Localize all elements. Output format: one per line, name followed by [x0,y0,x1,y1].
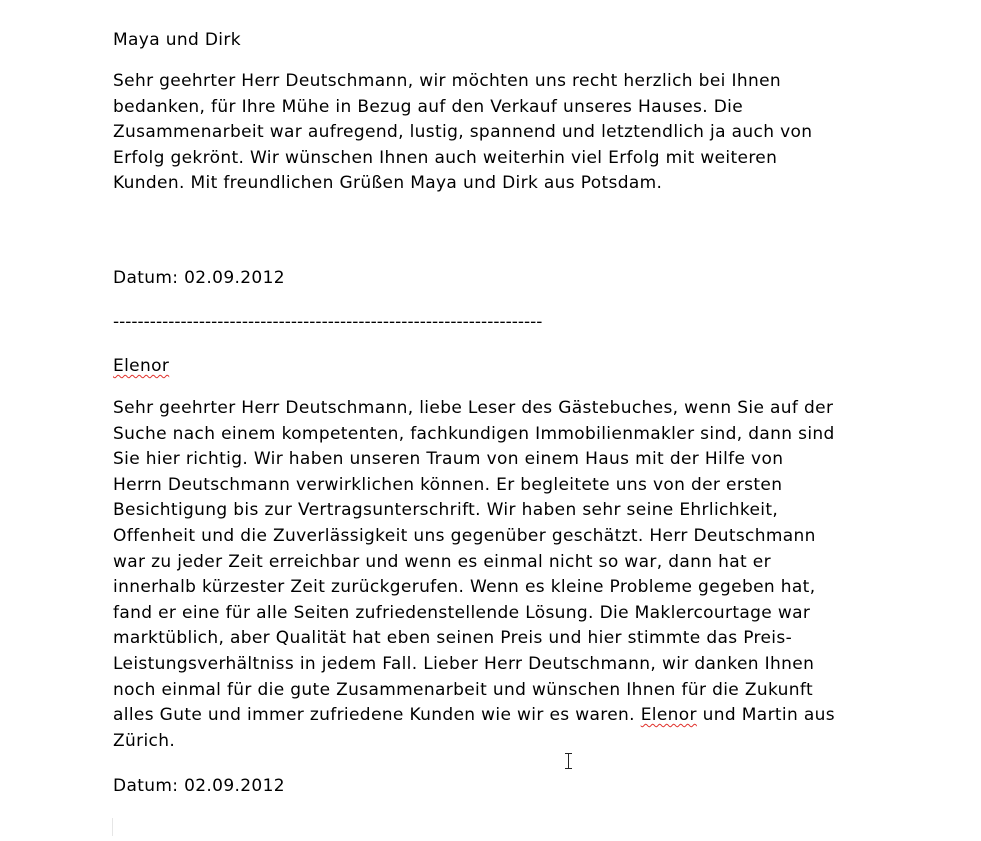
entry1-line: Kunden. Mit freundlichen Grüßen Maya und Dirk aus Potsdam. [113,173,663,194]
entry2-message [113,396,893,754]
entry1-line: Erfolg gekrönt. Wir wünschen Ihnen auch weiterhin viel Erfolg mit weiteren [113,147,778,168]
entry2-line: Suche nach einem kompetenten, fachkundigen Immobilienmakler sind, dann sind [113,423,835,444]
entry2-line: Sehr geehrter Herr Deutschmann, liebe Leser des Gästebuches, wenn Sie auf der [113,398,834,418]
entry1-line: bedanken, für Ihre Mühe in Bezug auf den Verkauf unseres Hauses. Die [113,96,744,117]
entry1-name: Maya und Dirk [113,30,241,50]
entry2-date: Datum: 02.09.2012 [113,776,285,796]
spelling-flagged-word: Elenor [640,705,697,726]
entry2-line: Herrn Deutschmann verwirklichen können. Er begleitete uns von der ersten [113,474,783,495]
entry2-line [113,703,893,729]
entry1-message [113,69,893,197]
entry1-date: Datum: 02.09.2012 [113,268,285,288]
text-caret [112,818,113,836]
entry2-line: Sie hier richtig. Wir haben unseren Traum von einem Haus mit der Hilfe von [113,449,784,470]
separator-line: ---------------------------------------------------------------------- [113,312,543,332]
text-cursor-icon [564,752,574,770]
entry2-line: Leistungsverhältniss in jedem Fall. Lieber Herr Deutschmann, wir danken Ihnen [113,653,815,674]
spelling-flagged-name: Elenor [113,356,170,376]
entry2-line: marktüblich, aber Qualität hat eben seinen Preis und hier stimmte das Preis- [113,628,793,649]
entry2-line: Besichtigung bis zur Vertragsunterschrift. Wir haben sehr seine Ehrlichkeit, [113,500,779,521]
entry2-line: innerhalb kürzester Zeit zurückgerufen. Wenn es kleine Probleme gegeben hat, [113,577,816,598]
entry2-line: Offenheit und die Zuverlässigkeit uns gegenüber geschätzt. Herr Deutschmann [113,525,816,546]
entry2-name [113,355,893,377]
entry2-line: fand er eine für alle Seiten zufriedenstellende Lösung. Die Maklercourtage war [113,602,811,623]
entry2-line: Zürich. [113,730,176,751]
entry1-line: Sehr geehrter Herr Deutschmann, wir möchten uns recht herzlich bei Ihnen [113,71,782,91]
entry1-line: Zusammenarbeit war aufregend, lustig, spannend und letztendlich ja auch von [113,122,813,143]
entry2-line: war zu jeder Zeit erreichbar und wenn es einmal nicht so war, dann hat er [113,551,771,572]
line13-text-before: alles Gute und immer zufriedene Kunden wie wir es waren. [113,705,641,726]
line13-text-after: und Martin aus [696,705,835,726]
entry2-line: noch einmal für die gute Zusammenarbeit und wünschen Ihnen für die Zukunft [113,679,813,700]
